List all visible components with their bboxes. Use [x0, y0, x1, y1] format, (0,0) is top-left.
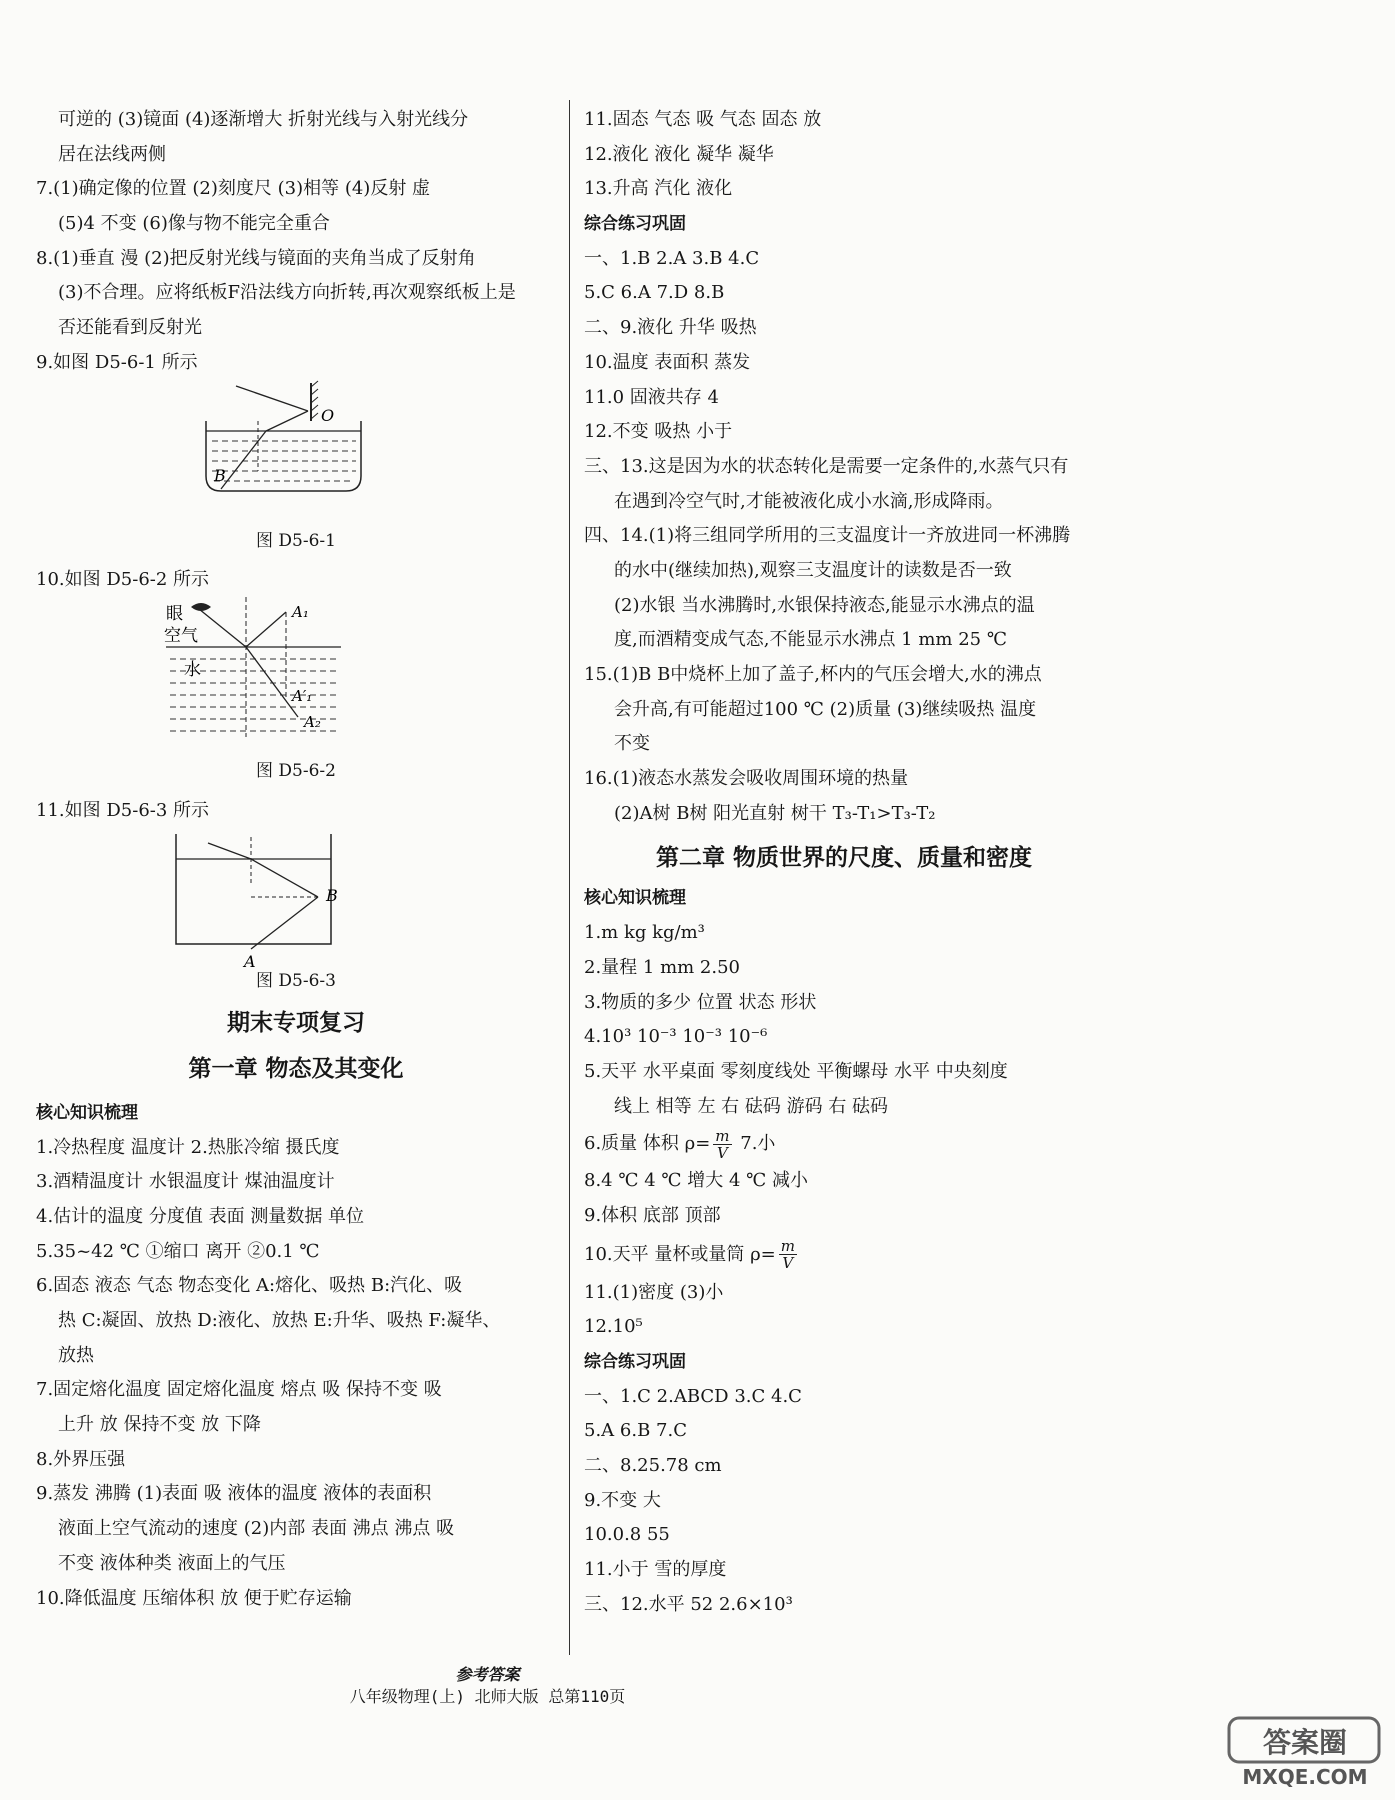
frac-den: V [716, 1143, 728, 1162]
answer-line: 11.固态 气态 吸 气态 固态 放 [584, 109, 822, 130]
watermark-logo [1225, 1712, 1385, 1792]
section-core-knowledge: 核心知识梳理 [36, 1102, 138, 1123]
answer-line: 12.不变 吸热 小于 [584, 421, 733, 443]
density-formula-2 [779, 1238, 797, 1271]
left-column [36, 103, 556, 1616]
q11-line: 11.如图 D5-6-3 所示 [36, 800, 210, 822]
fig2-eye-label: 眼 [166, 604, 183, 625]
right-column [584, 103, 1104, 1623]
answer-line: 11.小于 雪的厚度 [584, 1559, 727, 1581]
footer-subtitle: 八年级物理(上) 北师大版 总第110页 [349, 1687, 626, 1706]
fig1-label-o: O [321, 405, 335, 425]
fig2-water-label: 水 [184, 660, 201, 681]
answer-line: 5.天平 水平桌面 零刻度线处 平衡螺母 水平 中央刻度 [584, 1060, 1008, 1082]
fig2-label-a1: A₁ [292, 603, 309, 622]
answer-line: 8.4 ℃ 4 ℃ 增大 4 ℃ 减小 [584, 1170, 808, 1192]
answer-line: 一、1.B 2.A 3.B 4.C [584, 247, 760, 269]
answer-line: (5)4 不变 (6)像与物不能完全重合 [58, 213, 330, 235]
answers-list-e [584, 1276, 1104, 1345]
answer-line: 10.降低温度 压缩体积 放 便于贮存运输 [36, 1587, 352, 1609]
answer-line: 9.蒸发 沸腾 (1)表面 吸 液体的温度 液体的表面积 [36, 1483, 432, 1505]
answer-line: 13.升高 汽化 液化 [584, 178, 733, 200]
answer-line: 5.35~42 ℃ ①缩口 离开 ②0.1 ℃ [36, 1240, 320, 1262]
figure-d5-6-2 [36, 597, 556, 742]
density-formula [713, 1128, 731, 1161]
footer [0, 1664, 1395, 1708]
answer-line: 1.冷热程度 温度计 2.热胀冷缩 摄氏度 [36, 1136, 340, 1158]
answer-line: 7.(1)确定像的位置 (2)刻度尺 (3)相等 (4)反射 虚 [36, 178, 431, 200]
answer-line: 放热 [58, 1344, 94, 1366]
answer-line: 12.10⁵ [584, 1316, 643, 1338]
fig1-label-b: B [214, 465, 226, 485]
chapter-1-answers [36, 1131, 556, 1617]
fig2-label-a2: A₂ [304, 713, 321, 732]
answer-line: 居在法线两侧 [58, 143, 166, 165]
q10-line: 10.如图 D5-6-2 所示 [36, 568, 210, 590]
fig2-label-a1p: A′₁ [292, 687, 313, 706]
refraction-diagram-2 [36, 597, 556, 742]
fig2-air-label: 空气 [164, 626, 198, 647]
q6-line [584, 1124, 1104, 1164]
watermark-top: 答案圈 [1262, 1726, 1348, 1759]
answer-line: 度,而酒精变成气态,不能显示水沸点 1 mm 25 ℃ [614, 629, 1007, 651]
answers-list-b [584, 242, 1104, 832]
title-review: 期末专项复习 [227, 1009, 365, 1036]
frac-num-2: m [780, 1237, 795, 1256]
title-chapter-2: 第二章 物质世界的尺度、质量和密度 [655, 845, 1032, 872]
footer-title: 参考答案 [455, 1665, 520, 1684]
answer-line: (3)不合理。应将纸板F沿法线方向折转,再次观察纸板上是 [58, 282, 516, 304]
answer-line: 上升 放 保持不变 放 下降 [58, 1414, 261, 1436]
figure-caption-3: 图 D5-6-3 [256, 970, 336, 991]
reflection-diagram-3 [36, 829, 556, 971]
q6-post: 7.小 [734, 1133, 776, 1155]
answer-line: 11.0 固液共存 4 [584, 386, 719, 408]
frac-den-2: V [782, 1254, 794, 1273]
answers-list-c [584, 916, 1104, 1124]
answer-line: 9.如图 D5-6-1 所示 [36, 351, 198, 373]
refraction-diagram-1 [36, 381, 556, 521]
answer-line: 1.m kg kg/m³ [584, 922, 705, 944]
q6-pre: 6.质量 体积 ρ= [584, 1133, 711, 1155]
answer-line: 3.酒精温度计 水银温度计 煤油温度计 [36, 1171, 335, 1193]
answer-line: 不变 液体种类 液面上的气压 [58, 1552, 286, 1574]
section-practice-2: 综合练习巩固 [584, 1352, 686, 1372]
answers-list-top [36, 103, 556, 381]
answer-line: 11.(1)密度 (3)小 [584, 1281, 724, 1303]
answer-line: 8.外界压强 [36, 1448, 126, 1470]
answer-line: 的水中(继续加热),观察三支温度计的读数是否一致 [614, 559, 1012, 581]
answer-line: 10.0.8 55 [584, 1524, 670, 1546]
answer-line: 5.C 6.A 7.D 8.B [584, 282, 725, 304]
answer-line: 可逆的 (3)镜面 (4)逐渐增大 折射光线与入射光线分 [58, 109, 469, 130]
figure-d5-6-1 [36, 381, 556, 521]
answer-line: 9.不变 大 [584, 1489, 661, 1511]
answer-line: 2.量程 1 mm 2.50 [584, 956, 741, 978]
frac-num: m [715, 1126, 730, 1145]
q10-density-line [584, 1234, 1104, 1276]
answer-line: 4.10³ 10⁻³ 10⁻³ 10⁻⁶ [584, 1026, 768, 1048]
watermark-bottom: MXQE.COM [1242, 1765, 1368, 1789]
section-practice: 综合练习巩固 [584, 214, 686, 235]
answer-line: 8.(1)垂直 漫 (2)把反射光线与镜面的夹角当成了反射角 [36, 247, 476, 269]
answer-line: 会升高,有可能超过100 ℃ (2)质量 (3)继续吸热 温度 [614, 698, 1037, 720]
figure-caption-2: 图 D5-6-2 [256, 761, 336, 782]
fig3-label-a: A [244, 951, 256, 971]
answer-line: 不变 [614, 733, 650, 755]
answers-list-f [584, 1380, 1104, 1623]
answer-line: 热 C:凝固、放热 D:液化、放热 E:升华、吸热 F:凝华、 [58, 1310, 501, 1331]
answers-list-d [584, 1164, 1104, 1233]
answer-line: 三、13.这是因为水的状态转化是需要一定条件的,水蒸气只有 [584, 455, 1069, 477]
answer-line: 液面上空气流动的速度 (2)内部 表面 沸点 沸点 吸 [58, 1518, 455, 1540]
answer-line: 线上 相等 左 右 砝码 游码 右 砝码 [614, 1095, 889, 1117]
answer-line: (2)水银 当水沸腾时,水银保持液态,能显示水沸点的温 [614, 594, 1035, 616]
answer-line: 四、14.(1)将三组同学所用的三支温度计一齐放进同一杯沸腾 [584, 525, 1071, 547]
answer-line: 4.估计的温度 分度值 表面 测量数据 单位 [36, 1205, 365, 1227]
answer-line: 二、9.液化 升华 吸热 [584, 317, 757, 339]
answer-line: 16.(1)液态水蒸发会吸收周围环境的热量 [584, 768, 909, 790]
answer-line: 三、12.水平 52 2.6×10³ [584, 1593, 793, 1615]
answer-line: 12.液化 液化 凝华 凝华 [584, 143, 774, 165]
answer-line: 9.体积 底部 顶部 [584, 1204, 721, 1226]
answer-line: 5.A 6.B 7.C [584, 1420, 687, 1442]
answer-line: 7.固定熔化温度 固定熔化温度 熔点 吸 保持不变 吸 [36, 1379, 442, 1401]
answer-line: 10.温度 表面积 蒸发 [584, 351, 751, 373]
fig3-label-b: B [326, 885, 338, 905]
answer-line: 否还能看到反射光 [58, 317, 202, 339]
answer-line: 一、1.C 2.ABCD 3.C 4.C [584, 1385, 802, 1407]
figure-d5-6-3 [36, 829, 556, 971]
section-core-knowledge-2: 核心知识梳理 [584, 888, 686, 909]
answer-line: 15.(1)B B中烧杯上加了盖子,杯内的气压会增大,水的沸点 [584, 664, 1042, 685]
answer-line: 在遇到冷空气时,才能被液化成小水滴,形成降雨。 [614, 490, 1004, 512]
answer-line: 3.物质的多少 位置 状态 形状 [584, 991, 817, 1013]
figure-caption-1: 图 D5-6-1 [256, 530, 336, 551]
answer-line: 二、8.25.78 cm [584, 1455, 722, 1477]
answer-line: (2)A树 B树 阳光直射 树干 T₃-T₁>T₃-T₂ [614, 802, 936, 824]
answers-list-a [584, 103, 1104, 207]
title-chapter-1: 第一章 物态及其变化 [188, 1055, 404, 1082]
answer-line: 6.固态 液态 气态 物态变化 A:熔化、吸热 B:汽化、吸 [36, 1275, 463, 1297]
q10-pre: 10.天平 量杯或量筒 ρ= [584, 1243, 776, 1265]
column-divider [569, 100, 570, 1655]
